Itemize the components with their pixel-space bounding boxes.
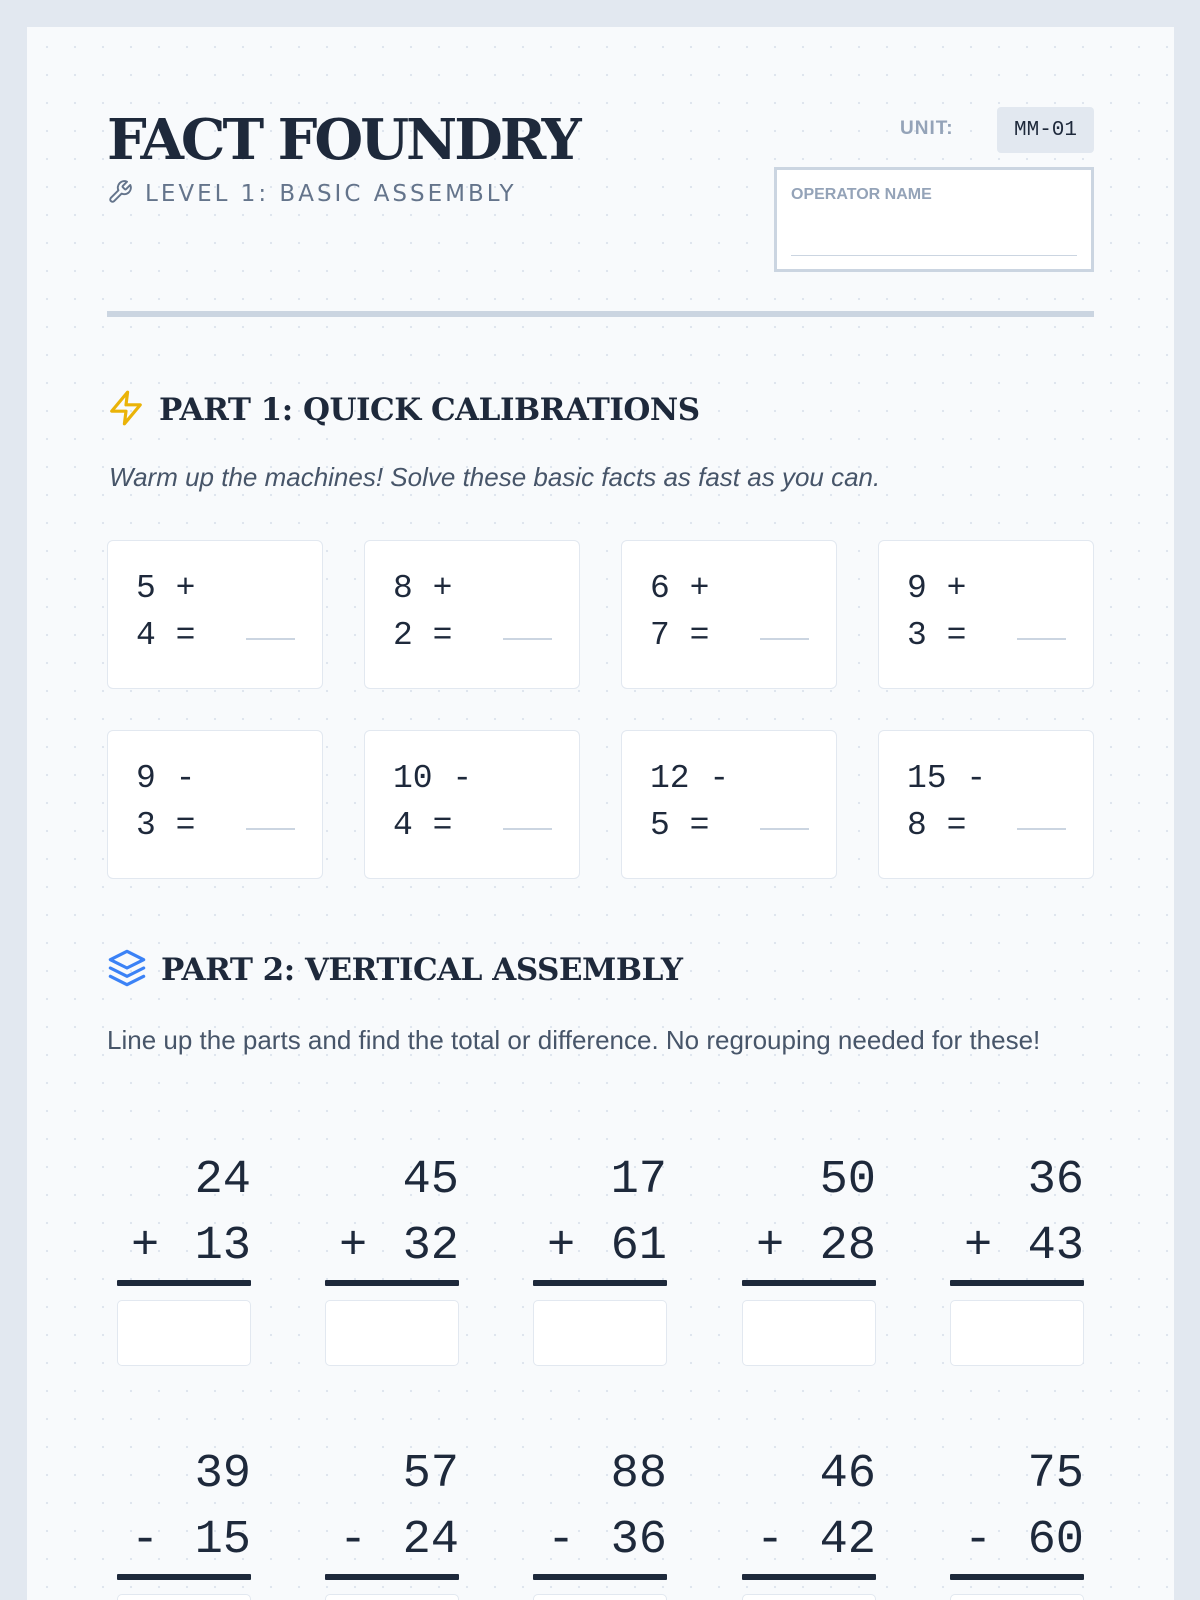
fact-second-line: 8 = xyxy=(907,807,967,844)
answer-blank[interactable] xyxy=(760,638,809,640)
sum-line xyxy=(533,1574,667,1580)
fact-first-line: 10 - xyxy=(393,760,473,797)
operator-sign: - xyxy=(547,1514,576,1567)
answer-box[interactable] xyxy=(533,1594,667,1600)
vertical-problem xyxy=(950,1442,1084,1600)
bottom-number: 61 xyxy=(610,1220,667,1273)
bottom-row xyxy=(533,1214,667,1280)
operator-sign: - xyxy=(131,1514,160,1567)
part2-description: Line up the parts and find the total or difference. No regrouping needed for these! xyxy=(107,1025,1041,1055)
operator-sign: - xyxy=(339,1514,368,1567)
sum-line xyxy=(950,1574,1084,1580)
part1-description: Warm up the machines! Solve these basic facts as fast as you can. xyxy=(109,462,881,492)
operator-sign: - xyxy=(964,1514,993,1567)
fact-first-line: 12 - xyxy=(650,760,730,797)
part2-header xyxy=(107,949,683,991)
vertical-problem xyxy=(325,1442,459,1600)
subtitle-text: LEVEL 1: BASIC ASSEMBLY xyxy=(145,181,517,207)
fact-second-line: 3 = xyxy=(907,617,967,654)
vertical-problem xyxy=(533,1148,667,1366)
operator-sign: + xyxy=(131,1220,160,1273)
vertical-problem xyxy=(117,1148,251,1366)
bottom-number: 13 xyxy=(194,1220,251,1273)
part1-header xyxy=(107,389,700,431)
unit-label: UNIT: xyxy=(900,118,954,139)
fact-first-line: 9 + xyxy=(907,570,967,607)
bottom-row xyxy=(950,1214,1084,1280)
vertical-problem xyxy=(325,1148,459,1366)
fact-card[interactable] xyxy=(878,540,1094,689)
sum-line xyxy=(117,1280,251,1286)
layers-icon xyxy=(107,948,147,993)
top-number: 36 xyxy=(1027,1154,1084,1207)
bottom-number: 28 xyxy=(819,1220,876,1273)
bottom-number: 32 xyxy=(402,1220,459,1273)
bottom-number: 15 xyxy=(194,1514,251,1567)
part1-title: PART 1: QUICK CALIBRATIONS xyxy=(159,392,700,428)
operator-sign: + xyxy=(964,1220,993,1273)
sum-line xyxy=(533,1280,667,1286)
fact-card[interactable] xyxy=(364,540,580,689)
top-number: 57 xyxy=(402,1448,459,1501)
bottom-row xyxy=(117,1214,251,1280)
bottom-row xyxy=(742,1214,876,1280)
answer-box[interactable] xyxy=(533,1300,667,1366)
page-title: FACT FOUNDRY xyxy=(107,107,579,173)
sum-line xyxy=(742,1574,876,1580)
operator-sign: - xyxy=(756,1514,785,1567)
operator-name-label: OPERATOR NAME xyxy=(791,186,932,203)
sum-line xyxy=(742,1280,876,1286)
operator-sign: + xyxy=(339,1220,368,1273)
bottom-row xyxy=(325,1508,459,1574)
answer-blank[interactable] xyxy=(760,828,809,830)
sum-line xyxy=(117,1574,251,1580)
vertical-problem xyxy=(117,1442,251,1600)
vertical-problem xyxy=(742,1148,876,1366)
fact-card[interactable] xyxy=(621,540,837,689)
bottom-row xyxy=(742,1508,876,1574)
sum-line xyxy=(325,1574,459,1580)
top-number: 17 xyxy=(610,1154,667,1207)
fact-first-line: 15 - xyxy=(907,760,987,797)
bottom-row xyxy=(533,1508,667,1574)
bottom-row xyxy=(325,1214,459,1280)
fact-card[interactable] xyxy=(878,730,1094,879)
answer-box[interactable] xyxy=(117,1594,251,1600)
header-divider xyxy=(107,311,1094,317)
fact-first-line: 8 + xyxy=(393,570,453,607)
answer-box[interactable] xyxy=(325,1300,459,1366)
answer-blank[interactable] xyxy=(503,638,552,640)
top-number: 24 xyxy=(194,1154,251,1207)
part2-title: PART 2: VERTICAL ASSEMBLY xyxy=(161,952,683,988)
fact-second-line: 7 = xyxy=(650,617,710,654)
level-subtitle xyxy=(107,180,517,208)
top-number: 88 xyxy=(610,1448,667,1501)
fact-card[interactable] xyxy=(364,730,580,879)
answer-box[interactable] xyxy=(117,1300,251,1366)
sum-line xyxy=(325,1280,459,1286)
operator-sign: + xyxy=(547,1220,576,1273)
answer-box[interactable] xyxy=(742,1594,876,1600)
operator-sign: + xyxy=(756,1220,785,1273)
bottom-number: 42 xyxy=(819,1514,876,1567)
unit-code-badge: MM-01 xyxy=(997,107,1094,153)
answer-blank[interactable] xyxy=(246,828,295,830)
answer-box[interactable] xyxy=(950,1300,1084,1366)
lightning-icon xyxy=(107,388,145,433)
vertical-problem xyxy=(950,1148,1084,1366)
answer-blank[interactable] xyxy=(1017,828,1066,830)
fact-second-line: 4 = xyxy=(136,617,196,654)
fact-first-line: 6 + xyxy=(650,570,710,607)
fact-card[interactable] xyxy=(107,540,323,689)
bottom-row xyxy=(117,1508,251,1574)
top-number: 45 xyxy=(402,1154,459,1207)
bottom-number: 43 xyxy=(1027,1220,1084,1273)
answer-blank[interactable] xyxy=(246,638,295,640)
answer-blank[interactable] xyxy=(1017,638,1066,640)
fact-first-line: 5 + xyxy=(136,570,196,607)
bottom-number: 24 xyxy=(402,1514,459,1567)
wrench-icon xyxy=(107,179,133,210)
fact-second-line: 5 = xyxy=(650,807,710,844)
vertical-problem xyxy=(742,1442,876,1600)
answer-blank[interactable] xyxy=(503,828,552,830)
vertical-problem xyxy=(533,1442,667,1600)
bottom-number: 36 xyxy=(610,1514,667,1567)
top-number: 75 xyxy=(1027,1448,1084,1501)
bottom-number: 60 xyxy=(1027,1514,1084,1567)
operator-name-line xyxy=(791,255,1077,256)
answer-box[interactable] xyxy=(325,1594,459,1600)
top-number: 46 xyxy=(819,1448,876,1501)
answer-box[interactable] xyxy=(742,1300,876,1366)
fact-second-line: 4 = xyxy=(393,807,453,844)
fact-second-line: 2 = xyxy=(393,617,453,654)
top-number: 50 xyxy=(819,1154,876,1207)
operator-name-field[interactable] xyxy=(774,167,1094,272)
answer-box[interactable] xyxy=(950,1594,1084,1600)
bottom-row xyxy=(950,1508,1084,1574)
sum-line xyxy=(950,1280,1084,1286)
fact-card[interactable] xyxy=(621,730,837,879)
top-number: 39 xyxy=(194,1448,251,1501)
fact-first-line: 9 - xyxy=(136,760,196,797)
fact-second-line: 3 = xyxy=(136,807,196,844)
fact-card[interactable] xyxy=(107,730,323,879)
